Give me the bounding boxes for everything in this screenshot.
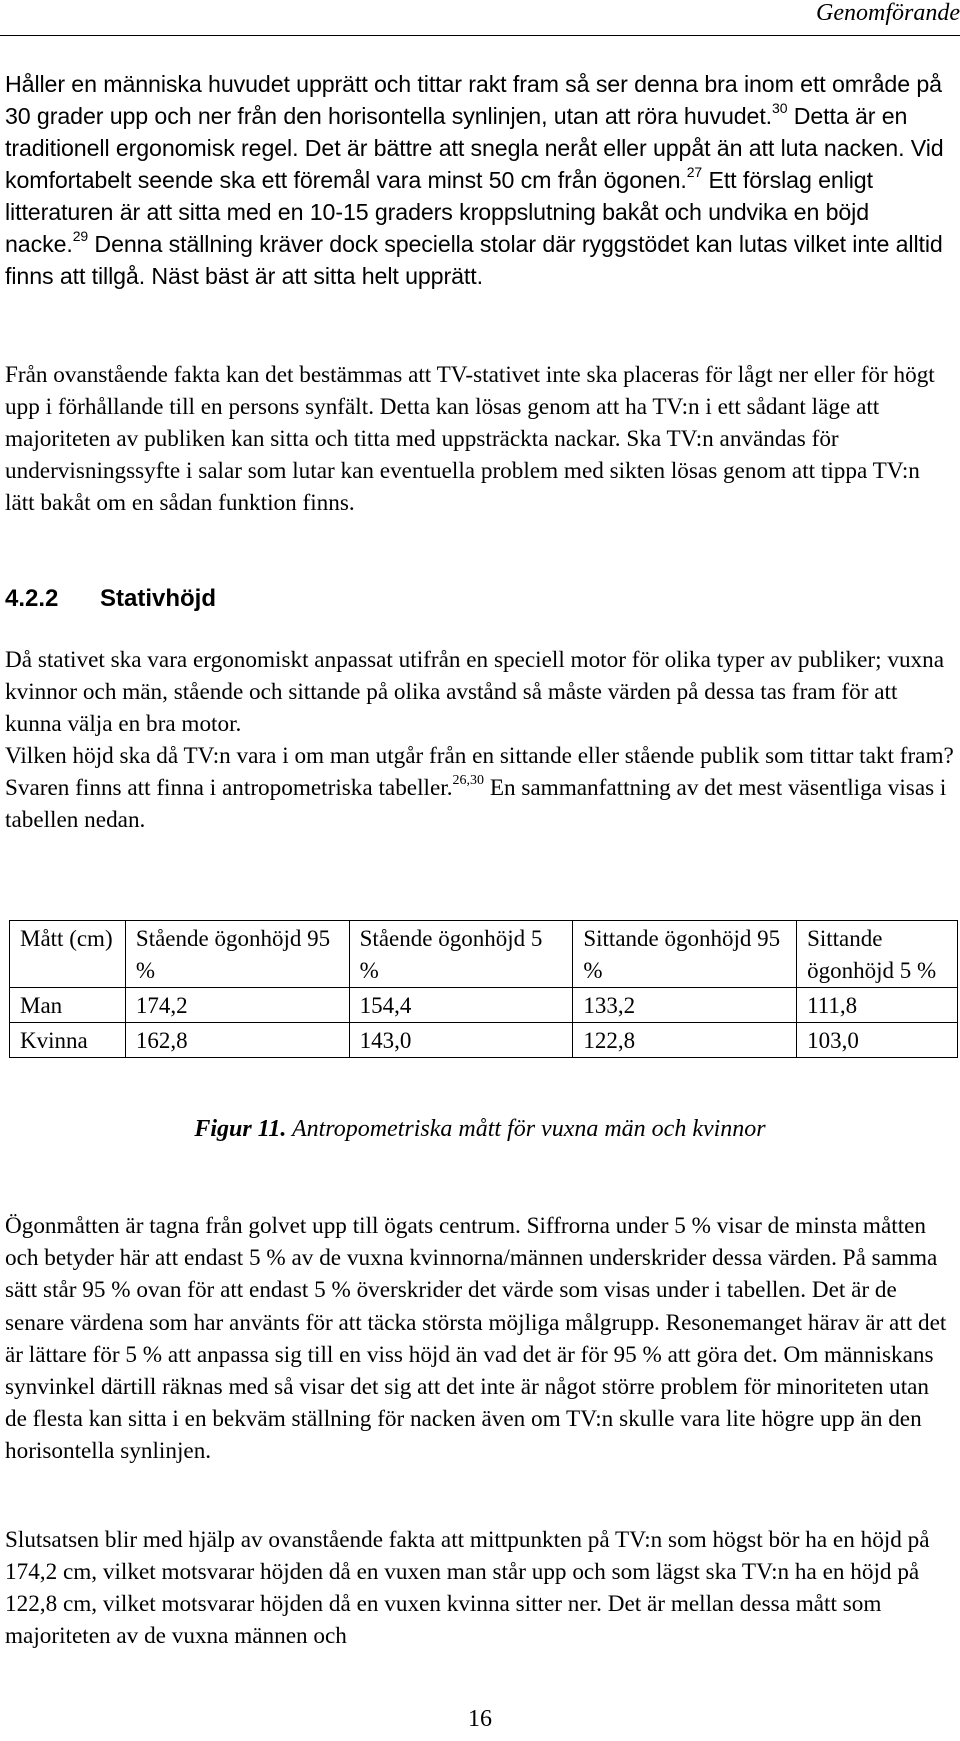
table-cell: 174,2 [125, 988, 349, 1023]
paragraph-viewing-angle [5, 68, 955, 292]
footnote-ref: 26,30 [452, 773, 485, 788]
paragraph-eye-measurements: Ögonmåtten är tagna från golvet upp till ögats centrum. Siffrorna under 5 % visar de minsta måtten och betyder här att endast 5 % av de vuxna kvinnorna/männen underskrider dessa värden. På samma sätt står 95 % ovan för att endast 5 % överskrider det värde som visas under i tabellen. Det är de senare värdena som har använts för att täcka största möjliga målgrupp. Resonemanget härav är att det är lättare för 5 % att anpassa sig till en viss höjd än vad det är för 95 % att göra det. Om människans synvinkel därtill räknas med så visar det sig att det inte är något större problem för minoriteten utan de flesta kan sitta i en bekväm ställning för nacken även om TV:n skulle vara lite högre upp än den horisontella synlinjen. [5, 1213, 947, 1465]
section-heading [5, 585, 216, 613]
table-cell: 162,8 [125, 1023, 349, 1058]
text: Ett förslag enligt litteraturen är att sitta med en 10-15 graders kroppslutning bakåt och undvika en böjd nacke. [5, 167, 873, 257]
anthropometric-table [9, 920, 958, 1058]
table-cell: 143,0 [349, 1023, 573, 1058]
table-row [10, 1023, 958, 1058]
table-cell: 103,0 [797, 1023, 958, 1058]
caption-text: Antropometriska mått för vuxna män och kvinnor [286, 1116, 766, 1142]
table-header-cell: Sittande ögonhöjd 95 % [573, 921, 797, 988]
text: Svaren finns att finna i antropometriska tabeller.$^{26,30}$ En sammanfattning av det mest väsentliga visas i tabellen nedan. [5, 773, 947, 833]
header-divider [0, 35, 960, 36]
page-number: 16 [468, 1706, 492, 1732]
table-header-cell: Stående ögonhöjd 5 % [349, 921, 573, 988]
table-header-cell: Stående ögonhöjd 95 % [125, 921, 349, 988]
table-cell: 122,8 [573, 1023, 797, 1058]
footnote-ref: 30 [772, 100, 788, 116]
section-number: 4.2.2 [5, 585, 59, 612]
footnote-ref: 27 [686, 164, 703, 180]
text: Denna ställning kräver dock speciella stolar där ryggstödet kan lutas vilket inte alltid finns att tillgå. Näst bäst är att sitta helt upprätt. [5, 231, 943, 289]
caption-label: Figur 11. [194, 1116, 287, 1142]
table-cell: 133,2 [573, 988, 797, 1023]
table-cell: 154,4 [349, 988, 573, 1023]
table-header-cell: Sittande ögonhöjd 5 % [797, 921, 958, 988]
table-cell: 111,8 [797, 988, 958, 1023]
paragraph-tv-placement: Från ovanstående fakta kan det bestämmas att TV-stativet inte ska placeras för lågt ner eller för högt upp i förhållande till en persons synfält. Detta kan lösas genom att ha TV:n i ett sådant läge att majoriteten av publiken kan sitta och titta med uppsträckta nackar. Ska TV:n användas för undervisningssyfte i salar som lutar kan eventuella problem med sikten lösas genom att tippa TV:n lätt bakåt om en sådan funktion finns. [5, 362, 935, 516]
footnote-ref: 29 [72, 228, 89, 244]
section-title: Stativhöjd [100, 585, 217, 612]
paragraph-stand-height [5, 644, 955, 836]
running-header: Genomförande [816, 0, 960, 26]
table-header-row [10, 921, 958, 988]
table-cell: Man [10, 988, 126, 1023]
text: Detta är en traditionell ergonomisk regel. Det är bättre att snegla neråt eller uppåt än att luta nacken. Vid komfortabelt seende ska ett föremål vara minst 50 cm från ögonen. [5, 103, 944, 193]
text: Då stativet ska vara ergonomiskt anpassat utifrån en speciell motor för olika typer av publiker; vuxna kvinnor och män, stående och sittande på olika avstånd så måste värden på dessa tas fram för att kunna välja en bra motor. [5, 647, 945, 737]
table-header-cell: Mått (cm) [10, 921, 126, 988]
table-row [10, 988, 958, 1023]
table-cell: Kvinna [10, 1023, 126, 1058]
text: Vilken höjd ska då TV:n vara i om man utgår från en sittande eller stående publik som tittar takt fram? [5, 743, 954, 769]
figure-caption [0, 1116, 960, 1143]
paragraph-conclusion: Slutsatsen blir med hjälp av ovanstående fakta att mittpunkten på TV:n som högst bör ha en höjd på 174,2 cm, vilket motsvarar höjden då en vuxen man står upp och som lägst ska TV:n ha en höjd på 122,8 cm, vilket motsvarar höjden då en vuxen kvinna sitter ner. Det är mellan dessa mått som majoriteten av de vuxna männen och [5, 1527, 930, 1649]
text: Håller en människa huvudet upprätt och tittar rakt fram så ser denna bra inom ett område på 30 grader upp och ner från den horisontella synlinjen, utan att röra huvudet. [5, 71, 942, 129]
